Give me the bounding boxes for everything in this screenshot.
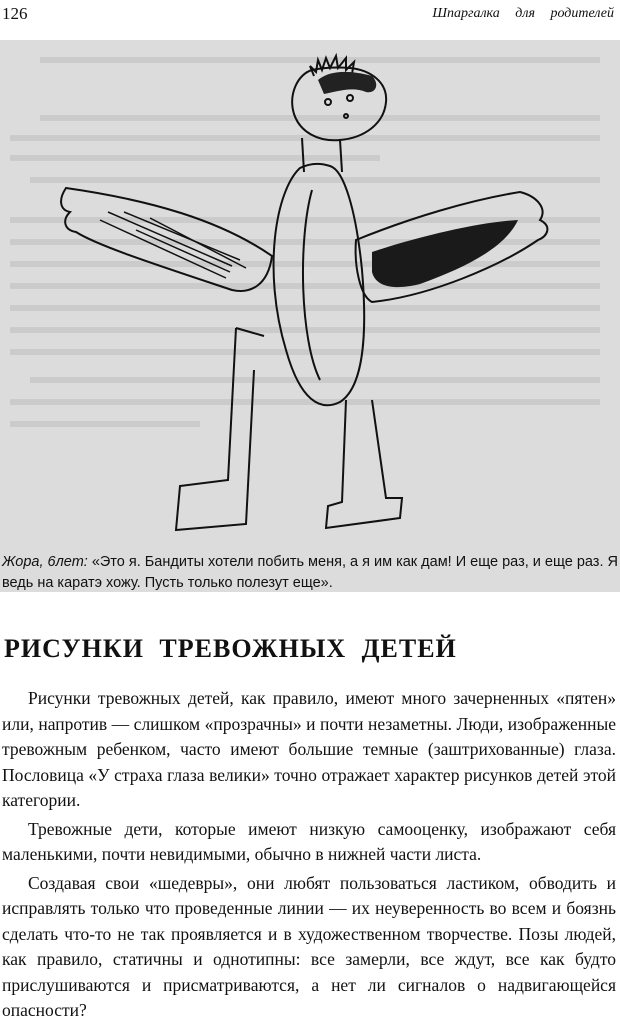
page-header xyxy=(0,4,620,28)
paragraph: Тревожные дети, которые имеют низкую самооценку, изображают себя маленькими, почти невидимыми, обычно в нижней части листа. xyxy=(2,818,616,864)
child-drawing-illustration xyxy=(0,40,620,592)
figure-caption xyxy=(2,552,618,592)
caption-quote: «Это я. Бандиты хотели побить меня, а я им как дам! И еще раз, и еще раз. Я ведь на каратэ хожу. Пусть только полезут еще». xyxy=(2,554,618,591)
caption-name: Жора, 6лет: xyxy=(2,554,88,570)
child-drawing-figure xyxy=(0,40,620,592)
paragraph: Рисунки тревожных детей, как правило, имеют много зачерненных «пятен» или, напротив — слишком «прозрачны» и почти незаметны. Люди, изображенные тревожным ребенком, часто имеют большие темные (заштрихованные) глаза. Пословица «У страха глаза велики» точно отражает характер рисунков детей этой категории. xyxy=(2,688,616,810)
section-title: РИСУНКИ ТРЕВОЖНЫХ ДЕТЕЙ xyxy=(4,634,457,663)
paragraph: Создавая свои «шедевры», они любят пользоваться ластиком, обводить и исправлять только что проведенные линии — их неуверенность во всем и боязнь сделать что-то не так проявляется и в художественном творчестве. Позы людей, как правило, статичны и однотипны: все замерли, все ждут, все как будто прислушиваются и присматриваются, а нет ли сигналов о надвигающейся опасности? xyxy=(2,872,616,1020)
body-text xyxy=(2,686,616,1024)
running-title: Шпаргалка для родителей xyxy=(432,6,614,21)
page-number: 126 xyxy=(2,4,28,23)
